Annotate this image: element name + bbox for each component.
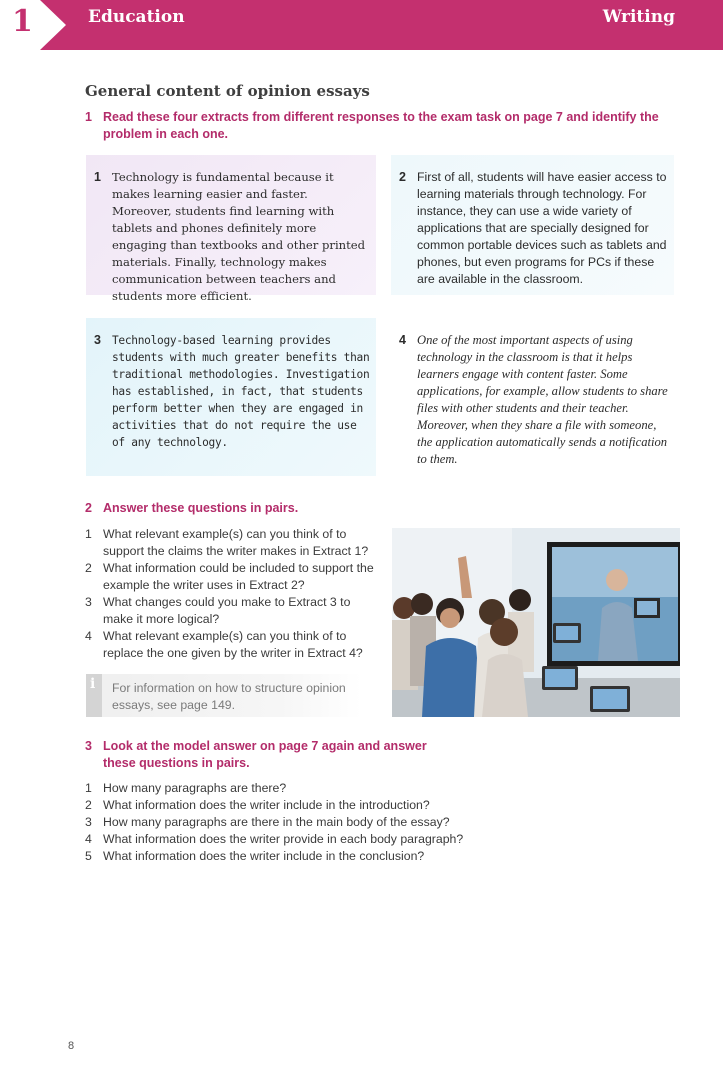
list-item [85,628,380,662]
unit-title: Education [88,7,185,27]
classroom-photo [392,528,680,717]
task3-instruction: Look at the model answer on page 7 again and answer these questions in pairs. [103,739,427,770]
question-number: 3 [85,595,92,609]
task2-instruction: Answer these questions in pairs. [103,501,299,515]
extract-3-box [86,318,376,476]
question-number: 5 [85,849,92,863]
info-icon: i [90,676,96,692]
extract-2-box [391,155,674,295]
unit-number-tab [0,0,66,50]
question-text: What changes could you make to Extract 3 to make it more logical? [103,595,351,626]
skill-label: Writing [602,7,675,27]
question-number: 2 [85,561,92,575]
extract-text: First of all, students will have easier access to learning materials through technology. For instance, they can use a wide variety of applications that are specially designed for common portable devices such as tablets and phones, but even programs for PCs if these are available in the classroom. [417,170,667,286]
task1-number: 1 [85,110,92,124]
question-text: How many paragraphs are there in the main body of the essay? [103,815,450,829]
list-item [85,594,380,628]
unit-number: 1 [12,4,33,39]
list-item [85,560,380,594]
question-text: What relevant example(s) can you think of to replace the one given by the writer in Extract 4? [103,629,363,660]
task2-question-list [85,526,380,662]
extract-number: 1 [94,170,101,184]
task3-number: 3 [85,739,92,753]
extract-number: 3 [94,333,101,347]
question-text: What information does the writer include in the introduction? [103,798,430,812]
extract-number: 4 [399,333,406,347]
question-number: 2 [85,798,92,812]
section-title: General content of opinion essays [85,82,370,100]
task2-number: 2 [85,501,92,515]
classroom-illustration [392,528,680,717]
list-item [85,526,380,560]
extract-number: 2 [399,170,406,184]
question-text: What information does the writer include in the conclusion? [103,849,425,863]
question-number: 1 [85,527,92,541]
extract-4-box [391,318,674,476]
task1-heading [85,109,660,143]
task3-question-list [85,780,505,865]
list-item [85,797,505,814]
info-box [86,674,362,717]
question-text: How many paragraphs are there? [103,781,287,795]
unit-header-bar [0,0,723,50]
question-text: What information does the writer provide in each body paragraph? [103,832,464,846]
task1-instruction: Read these four extracts from different responses to the exam task on page 7 and identify the problem in each one. [103,110,659,141]
question-number: 4 [85,629,92,643]
question-number: 3 [85,815,92,829]
extract-1-box [86,155,376,303]
list-item [85,831,505,848]
task2-heading [85,500,365,517]
list-item [85,814,505,831]
extract-text: Technology-based learning provides students with much greater benefits than traditional methodologies. Investigation has established, in fact, that students perform better when they are engaged in activities that do not require the use of any technology. [112,334,370,449]
list-item [85,780,505,797]
list-item [85,848,505,865]
info-text: For information on how to structure opinion essays, see page 149. [112,681,346,712]
question-text: What relevant example(s) can you think of to support the claims the writer makes in Extract 1? [103,527,369,558]
task3-heading [85,738,445,772]
page-number: 8 [68,1040,75,1052]
question-text: What information could be included to support the example the writer uses in Extract 2? [103,561,374,592]
extract-text: Technology is fundamental because it makes learning easier and faster. Moreover, students find learning with tablets and phones definitely more engaging than textbooks and other printed materials. Finally, technology makes communication between teachers and students more efficient. [112,170,366,303]
question-number: 4 [85,832,92,846]
question-number: 1 [85,781,92,795]
extract-text: One of the most important aspects of using technology in the classroom is that it helps learners engage with content faster. Some applications, for example, allow students to share files with other students and their teacher. Moreover, when they share a file with someone, the application automatically sends a notification to them. [417,333,668,466]
